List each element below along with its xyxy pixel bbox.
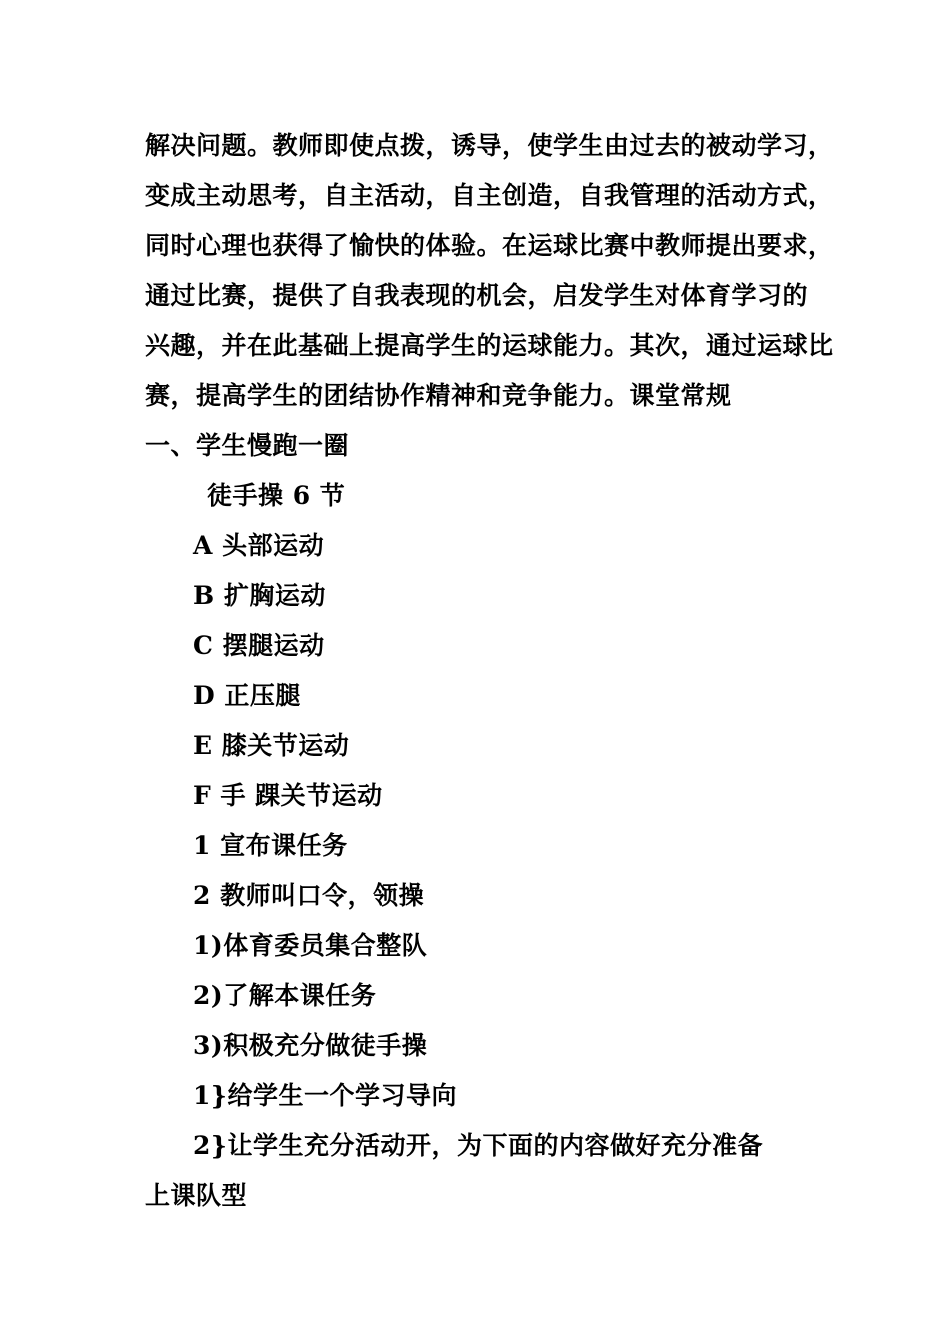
purpose-1: 1}给学生一个学习导向 [193,1081,457,1110]
student-step-2: 2)了解本课任务 [193,981,377,1010]
student-step-1: 1)体育委员集合整队 [193,931,428,960]
exercise-item-c: C 摆腿运动 [193,631,325,660]
paragraph-line-4: 通过比赛，提供了自我表现的机会，启发学生对体育学习的 [145,281,809,310]
purpose-2: 2}让学生充分活动开，为下面的内容做好充分准备 [193,1131,763,1160]
paragraph-line-2: 变成主动思考，自主活动，自主创造，自我管理的活动方式， [145,181,834,210]
exercise-item-b: B 扩胸运动 [193,581,326,610]
teacher-step-1: 1 宣布课任务 [193,831,348,860]
exercise-item-a: A 头部运动 [193,531,325,560]
teacher-step-2: 2 教师叫口令，领操 [193,881,425,910]
paragraph-line-3: 同时心理也获得了愉快的体验。在运球比赛中教师提出要求， [145,231,834,260]
class-formation-heading: 上课队型 [145,1181,248,1210]
student-step-3: 3)积极充分做徒手操 [193,1031,428,1060]
paragraph-line-6: 赛，提高学生的团结协作精神和竞争能力。课堂常规 [145,381,732,410]
paragraph-line-1: 解决问题。教师即使点拨，诱导，使学生由过去的被动学习， [145,131,834,160]
exercise-item-d: D 正压腿 [193,681,301,710]
exercise-item-e: E 膝关节运动 [193,731,350,760]
paragraph-line-5: 兴趣，并在此基础上提高学生的运球能力。其次，通过运球比 [145,331,834,360]
exercise-item-f: F 手 踝关节运动 [193,781,383,810]
exercise-title: 徒手操 6 节 [207,481,346,510]
section-one-heading: 一、学生慢跑一圈 [145,431,350,460]
